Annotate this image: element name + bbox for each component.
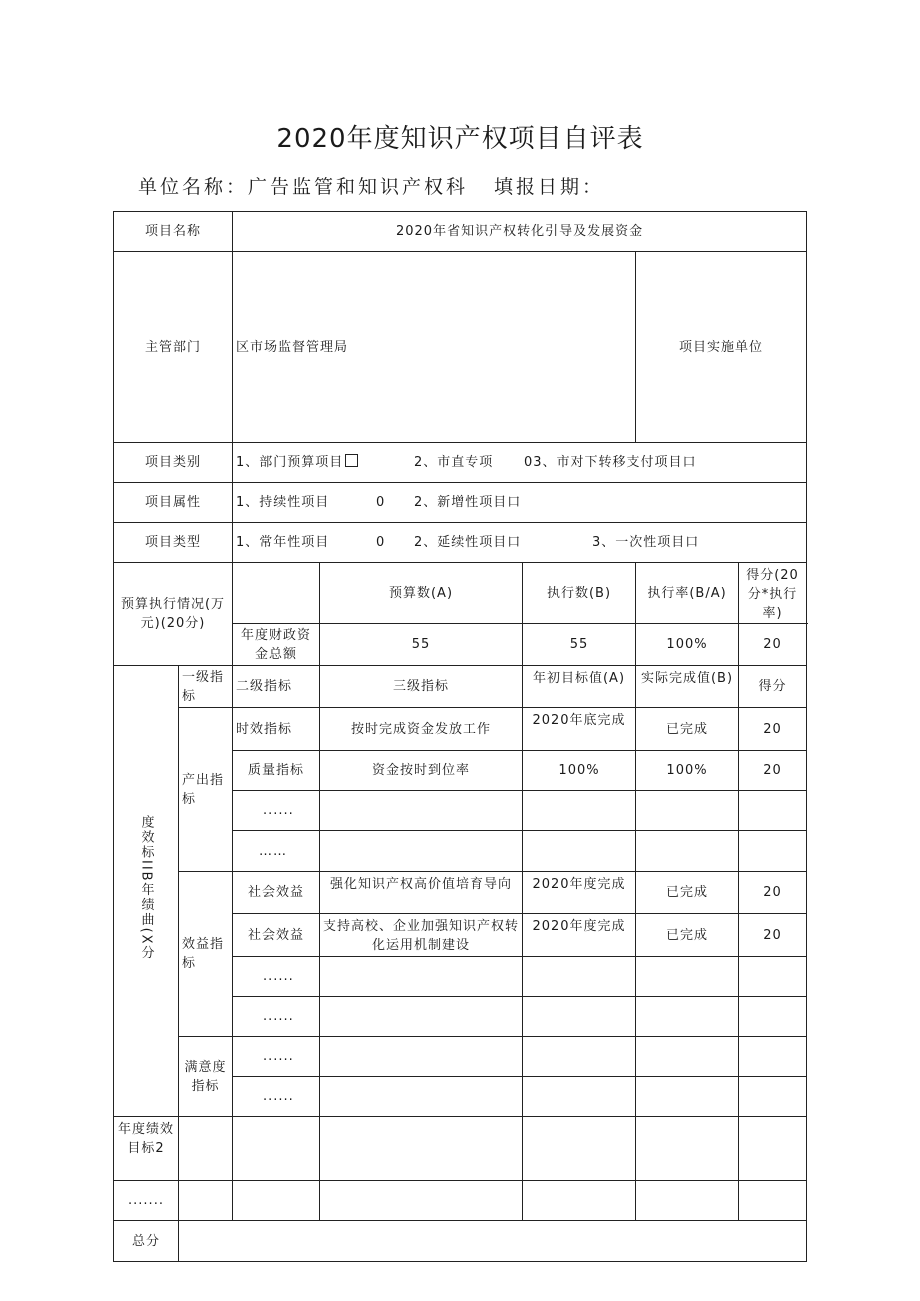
table-row-target [523, 1077, 636, 1117]
goal2-actual [636, 1117, 739, 1181]
col-actual: 实际完成值(B) [636, 666, 739, 708]
table-row-l3: 按时完成资金发放工作 [320, 708, 523, 751]
table-row-l3 [320, 1077, 523, 1117]
table-row-actual [636, 831, 739, 872]
table-row-l2: ...... [233, 957, 320, 997]
table-row-l2: 社会效益 [233, 872, 320, 914]
table-row-l2: ...... [233, 1077, 320, 1117]
more-actual [636, 1181, 739, 1221]
unit-name: 单位名称：广告监管和知识产权科 [138, 176, 469, 198]
col-target: 年初目标值(A) [523, 666, 636, 708]
col-l2: 二级指标 [233, 666, 320, 708]
goal2-label: 年度绩效目标2 [114, 1117, 179, 1181]
table-row-l3: 资金按时到位率 [320, 751, 523, 791]
goal2-l3 [320, 1117, 523, 1181]
table-row-target [523, 997, 636, 1037]
attr-options [233, 483, 807, 523]
table-row-target [523, 1037, 636, 1077]
satisfaction-label: 满意度指标 [179, 1037, 233, 1117]
exec-value: 55 [523, 624, 636, 666]
category-opt3: 03、市对下转移支付项目口 [524, 455, 697, 470]
dept-value: 区市场监督管理局 [233, 252, 636, 443]
table-row-actual [636, 1037, 739, 1077]
table-row-actual [636, 791, 739, 831]
page-title: 2020年度知识产权项目自评表 [276, 124, 644, 154]
budget-col-budget: 预算数(A) [320, 563, 523, 624]
goal2-target [523, 1117, 636, 1181]
project-name-label: 项目名称 [114, 212, 233, 252]
impl-label: 项目实施单位 [636, 252, 807, 443]
table-row-actual: 已完成 [636, 914, 739, 957]
category-opt1: 1、部门预算项目 [236, 453, 414, 472]
table-row-target [523, 831, 636, 872]
table-row-l3 [320, 957, 523, 997]
budget-col-exec: 执行数(B) [523, 563, 636, 624]
budget-col-score: 得分(20分*执行率) [739, 563, 807, 624]
type-opt1: 1、常年性项目 [236, 535, 330, 550]
table-row-score [739, 997, 807, 1037]
attr-label: 项目属性 [114, 483, 233, 523]
table-row-l3 [320, 791, 523, 831]
table-row-l2: ...... [233, 997, 320, 1037]
table-row-target: 2020年底完成 [523, 708, 636, 751]
perf-side-label: 度效标IIB年绩曲(X分 [114, 666, 179, 1117]
benefit-label: 效益指标 [179, 872, 233, 1037]
more-target [523, 1181, 636, 1221]
goal2-score [739, 1117, 807, 1181]
goal2-l2 [233, 1117, 320, 1181]
table-row-actual: 已完成 [636, 872, 739, 914]
attr-opt2: 2、新增性项目口 [414, 495, 522, 510]
goal2-l1 [179, 1117, 233, 1181]
budget-blank [233, 563, 320, 624]
rate-value: 100% [636, 624, 739, 666]
type-mark: 0 [376, 535, 386, 550]
category-label: 项目类别 [114, 443, 233, 483]
table-row-l2: …… [233, 831, 320, 872]
category-options [233, 443, 807, 483]
table-row-actual [636, 1077, 739, 1117]
total-value [179, 1221, 807, 1262]
form-header [138, 172, 630, 199]
table-row-score [739, 1037, 807, 1077]
attr-opt1: 1、持续性项目 [236, 495, 330, 510]
table-row-l3 [320, 997, 523, 1037]
table-row-target: 2020年度完成 [523, 914, 636, 957]
budget-label: 预算执行情况(万元)(20分) [114, 563, 233, 666]
budget-value: 55 [320, 624, 523, 666]
budget-row-label: 年度财政资金总额 [233, 624, 320, 666]
more-l2 [233, 1181, 320, 1221]
type-label: 项目类型 [114, 523, 233, 563]
score-value: 20 [739, 624, 807, 666]
table-row-target: 2020年度完成 [523, 872, 636, 914]
table-row-actual: 已完成 [636, 708, 739, 751]
type-options [233, 523, 807, 563]
self-evaluation-table [113, 211, 807, 1262]
table-row-l3: 强化知识产权高价值培育导向 [320, 872, 523, 914]
table-row-l2: ...... [233, 791, 320, 831]
table-row-l2: 时效指标 [233, 708, 320, 751]
dept-label: 主管部门 [114, 252, 233, 443]
more-score [739, 1181, 807, 1221]
table-row-actual: 100% [636, 751, 739, 791]
table-row-l2: 质量指标 [233, 751, 320, 791]
table-row-l2: ...... [233, 1037, 320, 1077]
table-row-score: 20 [739, 872, 807, 914]
col-l1: 一级指标 [179, 666, 233, 708]
budget-col-rate: 执行率(B/A) [636, 563, 739, 624]
more-l1 [179, 1181, 233, 1221]
table-row-score: 20 [739, 751, 807, 791]
more-l3 [320, 1181, 523, 1221]
table-row-score [739, 957, 807, 997]
more-label: ....... [114, 1181, 179, 1221]
fill-date: 填报日期： [494, 176, 605, 198]
table-row-target [523, 957, 636, 997]
table-row-actual [636, 957, 739, 997]
table-row-score: 20 [739, 708, 807, 751]
attr-mark: 0 [376, 495, 386, 510]
type-opt2: 2、延续性项目口 [414, 535, 522, 550]
table-row-score [739, 1077, 807, 1117]
category-opt2: 2、市直专项 [414, 455, 494, 470]
table-row-l3 [320, 831, 523, 872]
table-row-score [739, 791, 807, 831]
table-row-l3: 支持高校、企业加强知识产权转化运用机制建设 [320, 914, 523, 957]
table-row-l2: 社会效益 [233, 914, 320, 957]
project-name-value: 2020年省知识产权转化引导及发展资金 [233, 212, 807, 252]
table-row-actual [636, 997, 739, 1037]
table-row-target [523, 791, 636, 831]
checkbox-icon [345, 454, 358, 467]
table-row-score: 20 [739, 914, 807, 957]
table-row-score [739, 831, 807, 872]
output-label: 产出指标 [179, 708, 233, 872]
col-score: 得分 [739, 666, 807, 708]
type-opt3: 3、一次性项目口 [592, 535, 700, 550]
table-row-target: 100% [523, 751, 636, 791]
table-row-l3 [320, 1037, 523, 1077]
col-l3: 三级指标 [320, 666, 523, 708]
total-label: 总分 [114, 1221, 179, 1262]
